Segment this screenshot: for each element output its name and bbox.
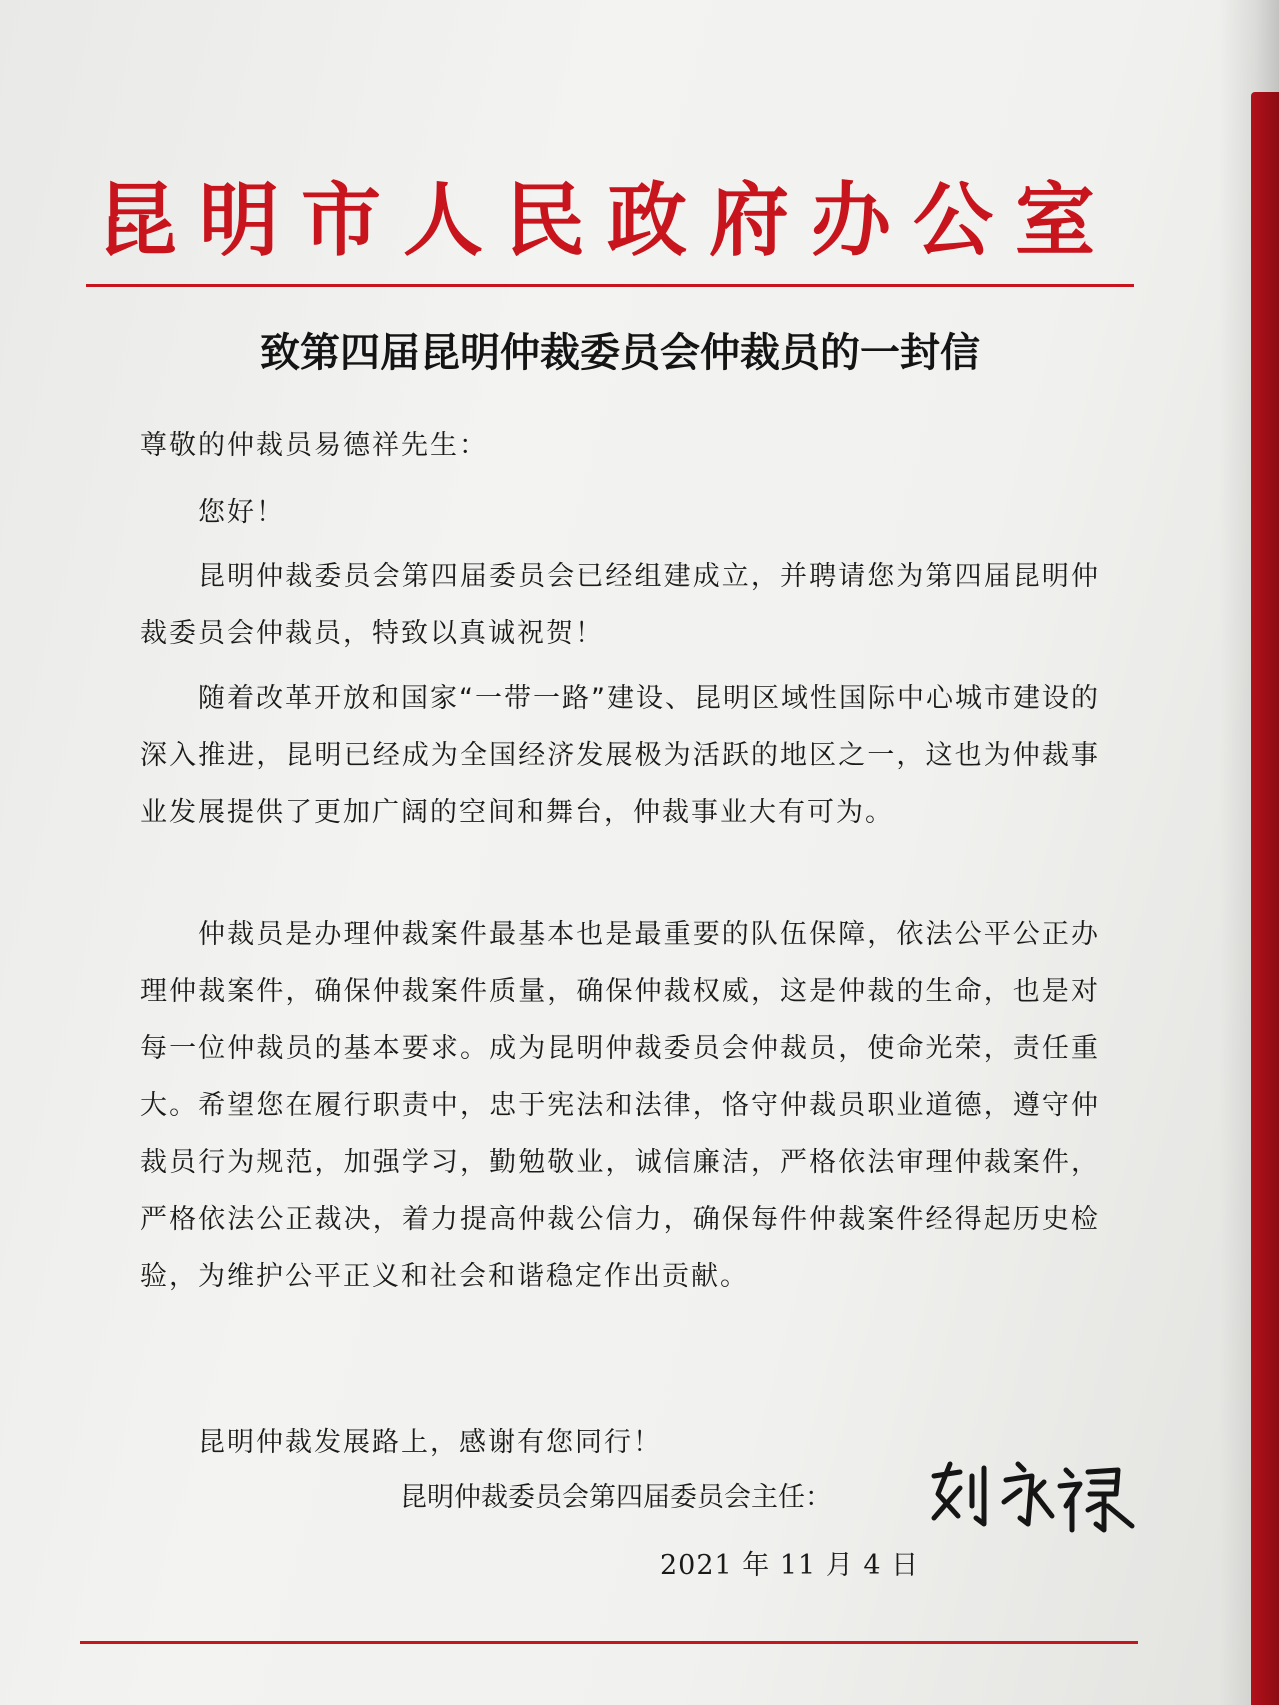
footer-divider xyxy=(80,1641,1138,1644)
letter-paragraph: 随着改革开放和国家“一带一路”建设、昆明区域性国际中心城市建设的深入推进，昆明已经成为全国经济发展极为活跃的地区之一，这也为仲裁事业发展提供了更加广阔的空间和舞台，仲裁事业大有可为。 xyxy=(140,683,1100,828)
signer-title: 昆明仲裁委员会第四届委员会主任： xyxy=(400,1482,832,1513)
red-folder-edge xyxy=(1251,92,1279,1705)
letter-date: 2021 年 11 月 4 日 xyxy=(660,1550,920,1581)
handwritten-signature xyxy=(920,1454,1140,1544)
letter-greeting: 您好！ xyxy=(198,497,285,528)
letter-salutation: 尊敬的仲裁员易德祥先生： xyxy=(140,430,488,461)
letter-paragraph: 昆明仲裁委员会第四届委员会已经组建成立，并聘请您为第四届昆明仲裁委员会仲裁员，特致以真诚祝贺！ xyxy=(140,561,1100,649)
letter-closing: 昆明仲裁发展路上，感谢有您同行！ xyxy=(198,1427,662,1458)
letter-title: 致第四届昆明仲裁委员会仲裁员的一封信 xyxy=(260,330,980,376)
letterhead-organization: 昆明市人民政府办公室 xyxy=(97,173,1117,267)
letter-paragraph: 仲裁员是办理仲裁案件最基本也是最重要的队伍保障，依法公平公正办理仲裁案件，确保仲裁案件质量，确保仲裁权威，这是仲裁的生命，也是对每一位仲裁员的基本要求。成为昆明仲裁委员会仲裁员，使命光荣，责任重大。希望您在履行职责中，忠于宪法和法律，恪守仲裁员职业道德，遵守仲裁员行为规范，加强学习，勤勉敬业，诚信廉洁，严格依法审理仲裁案件，严格依法公正裁决，着力提高仲裁公信力，确保每件仲裁案件经得起历史检验，为维护公平正义和社会和谐稳定作出贡献。 xyxy=(140,919,1100,1292)
letterhead-divider xyxy=(86,284,1134,287)
